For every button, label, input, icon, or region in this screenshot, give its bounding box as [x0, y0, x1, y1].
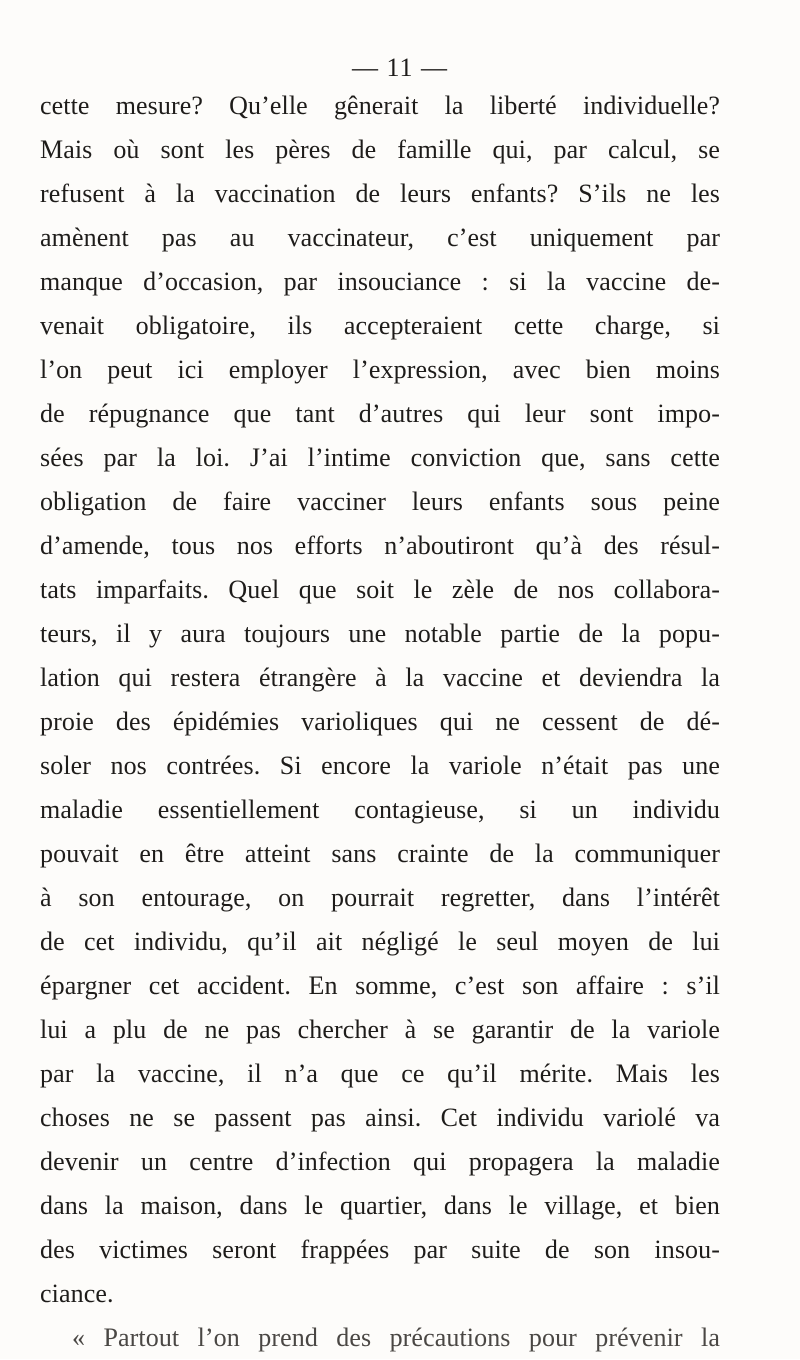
text-line: proie des épidémies varioliques qui ne cessent de dé- [40, 707, 720, 736]
text-line: Mais où sont les pères de famille qui, par calcul, se [40, 135, 720, 164]
page-number: — 11 — [351, 53, 449, 82]
text-line: à son entourage, on pourrait regretter, dans l’intérêt [40, 883, 720, 912]
text-line: venait obligatoire, ils accepteraient cette charge, si [40, 311, 720, 340]
text-line: de répugnance que tant d’autres qui leur sont impo- [40, 399, 720, 428]
text-line: teurs, il y aura toujours une notable partie de la popu- [40, 619, 720, 648]
text-line: pouvait en être atteint sans crainte de la communiquer [40, 839, 720, 868]
text-line: sées par la loi. J’ai l’intime conviction que, sans cette [40, 443, 720, 472]
text-line: d’amende, tous nos efforts n’aboutiront qu’à des résul- [40, 531, 720, 560]
text-line: ciance. [40, 1279, 114, 1308]
text-line: lui a plu de ne pas chercher à se garantir de la variole [40, 1015, 720, 1044]
text-line: par la vaccine, il n’a que ce qu’il mérite. Mais les [40, 1059, 720, 1088]
text-line: épargner cet accident. En somme, c’est son affaire : s’il [40, 971, 720, 1000]
text-line: de cet individu, qu’il ait négligé le seul moyen de lui [40, 927, 720, 956]
text-line: devenir un centre d’infection qui propagera la maladie [40, 1147, 720, 1176]
text-line: lation qui restera étrangère à la vaccine et deviendra la [40, 663, 720, 692]
text-line: choses ne se passent pas ainsi. Cet individu variolé va [40, 1103, 720, 1132]
text-line: des victimes seront frappées par suite de son insou- [40, 1235, 720, 1264]
text-line: amènent pas au vaccinateur, c’est uniquement par [40, 223, 720, 252]
text-line: dans la maison, dans le quartier, dans le village, et bien [40, 1191, 720, 1220]
text-line: soler nos contrées. Si encore la variole n’était pas une [40, 751, 720, 780]
text-line: l’on peut ici employer l’expression, avec bien moins [40, 355, 720, 384]
body-text [40, 84, 720, 1360]
text-line: « Partout l’on prend des précautions pour prévenir la [72, 1323, 720, 1352]
text-line: cette mesure? Qu’elle gênerait la liberté individuelle? [40, 91, 720, 120]
text-line: obligation de faire vacciner leurs enfants sous peine [40, 487, 720, 516]
text-line: maladie essentiellement contagieuse, si un individu [40, 795, 720, 824]
text-line: manque d’occasion, par insouciance : si la vaccine de- [40, 267, 720, 296]
text-line: refusent à la vaccination de leurs enfants? S’ils ne les [40, 179, 720, 208]
text-line: tats imparfaits. Quel que soit le zèle de nos collabora- [40, 575, 720, 604]
